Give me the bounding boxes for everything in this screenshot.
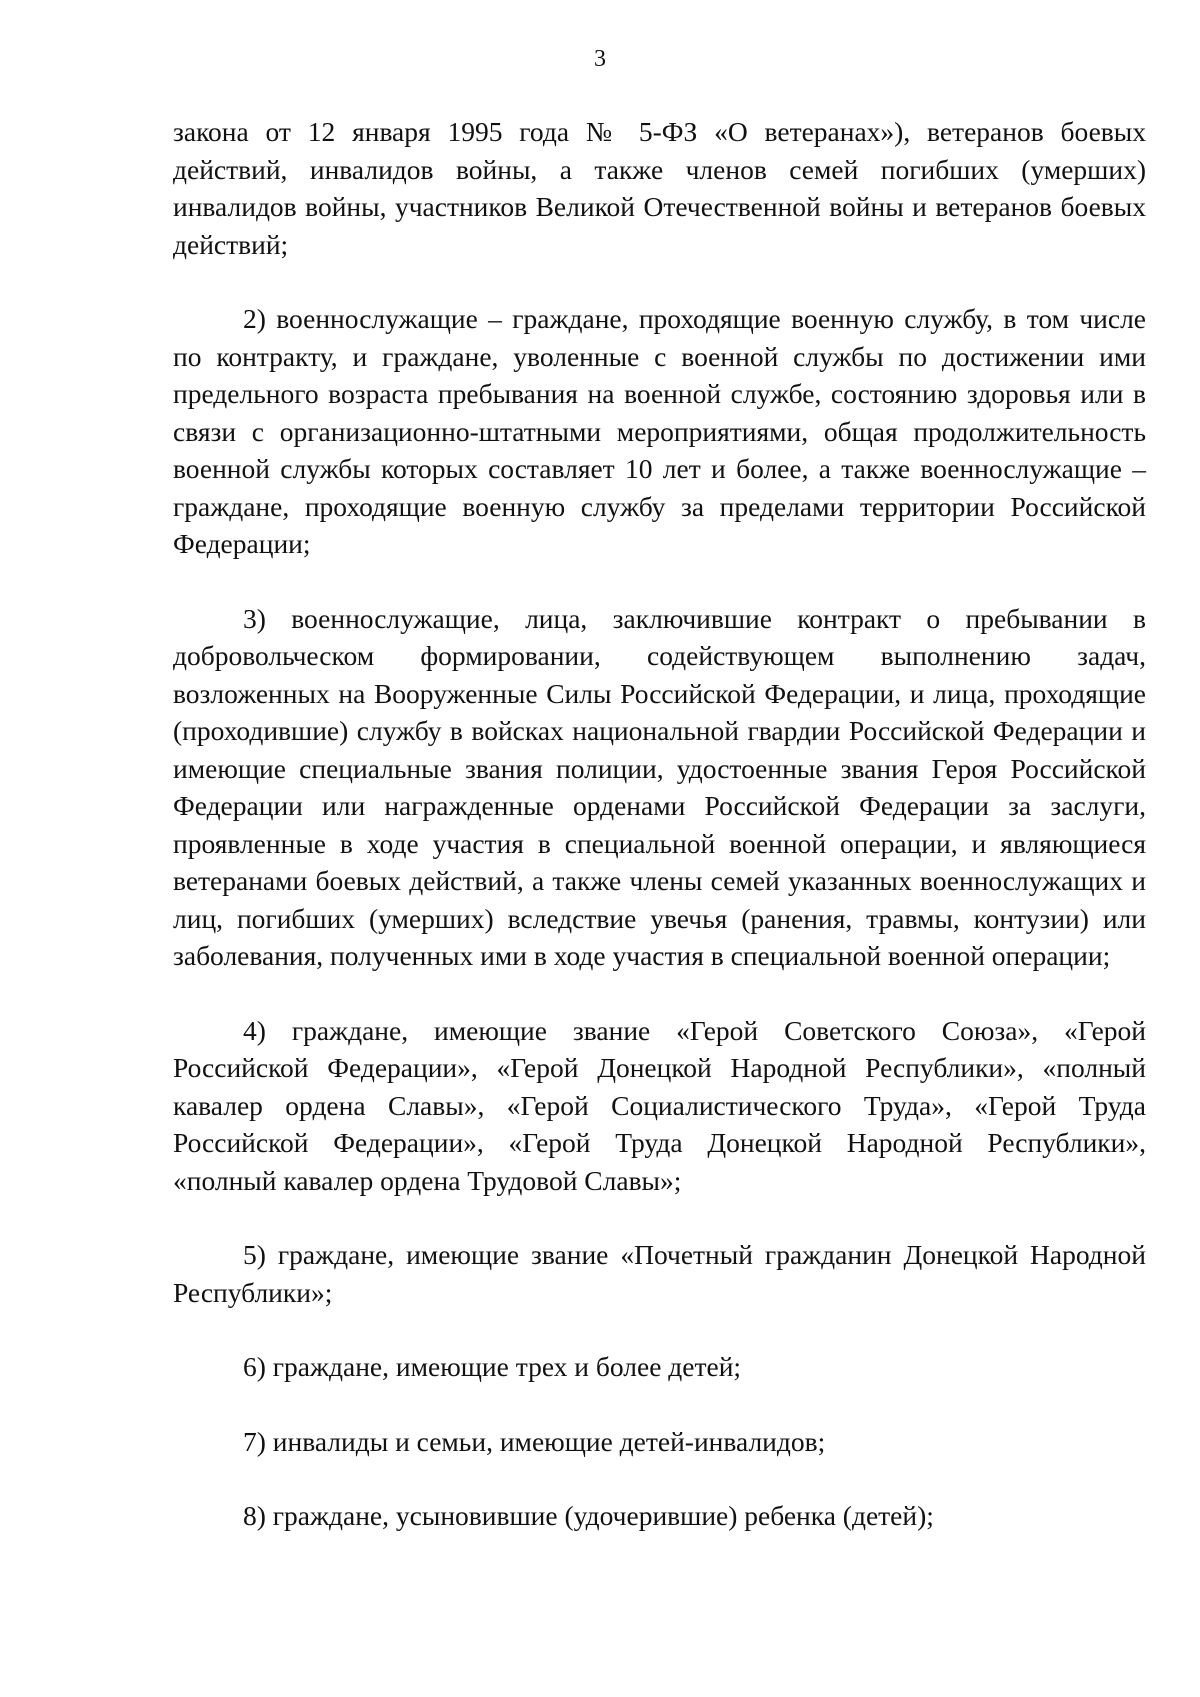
list-item-6: 6) граждане, имеющие трех и более детей; (243, 1351, 742, 1382)
paragraph-continuation: закона от 12 января 1995 года № 5-ФЗ «О ветеранах»), ветеранов боевых действий, инвалидов войны, а также членов семей погибших (умерших) инвалидов войны, участников Великой Отечественной войны и ветеранов боевых действий; (173, 116, 1146, 260)
document-body (173, 113, 1146, 1535)
list-item-5: 5) граждане, имеющие звание «Почетный гражданин Донецкой Народной Республики»; (173, 1239, 1146, 1308)
page-number: 3 (594, 46, 606, 72)
list-item-2: 2) военнослужащие – граждане, проходящие военную службу, в том числе по контракту, и граждане, уволенные с военной службы по достижении ими предельного возраста пребывания на военной службе, состоянию здоровья или в связи с организационно-штатными мероприятиями, общая продолжительность военной службы которых составляет 10 лет и более, а также военнослужащие – граждане, проходящие военную службу за пределами территории Российской Федерации; (173, 303, 1146, 559)
list-item-4: 4) граждане, имеющие звание «Герой Советского Союза», «Герой Российской Федерации», «Герой Донецкой Народной Республики», «полный кавалер ордена Славы», «Герой Социалистического Труда», «Герой Труда Российской Федерации», «Герой Труда Донецкой Народной Республики», «полный кавалер ордена Трудовой Славы»; (173, 1014, 1146, 1196)
list-item-3: 3) военнослужащие, лица, заключившие контракт о пребывании в добровольческом формировании, содействующем выполнению задач, возложенных на Вооруженные Силы Российской Федерации, и лица, проходящие (проходившие) службу в войсках национальной гвардии Российской Федерации и имеющие специальные звания полиции, удостоенные звания Героя Российской Федерации или награжденные орденами Российской Федерации за заслуги, проявленные в ходе участия в специальной военной операции, и являющиеся ветеранами боевых действий, а также члены семей указанных военнослужащих и лиц, погибших (умерших) вследствие увечья (ранения, травмы, контузии) или заболевания, полученных ими в ходе участия в специальной военной операции; (173, 602, 1146, 971)
list-item-7: 7) инвалиды и семьи, имеющие детей-инвалидов; (243, 1425, 826, 1457)
list-item-8: 8) граждане, усыновившие (удочерившие) ребенка (детей); (243, 1500, 934, 1531)
